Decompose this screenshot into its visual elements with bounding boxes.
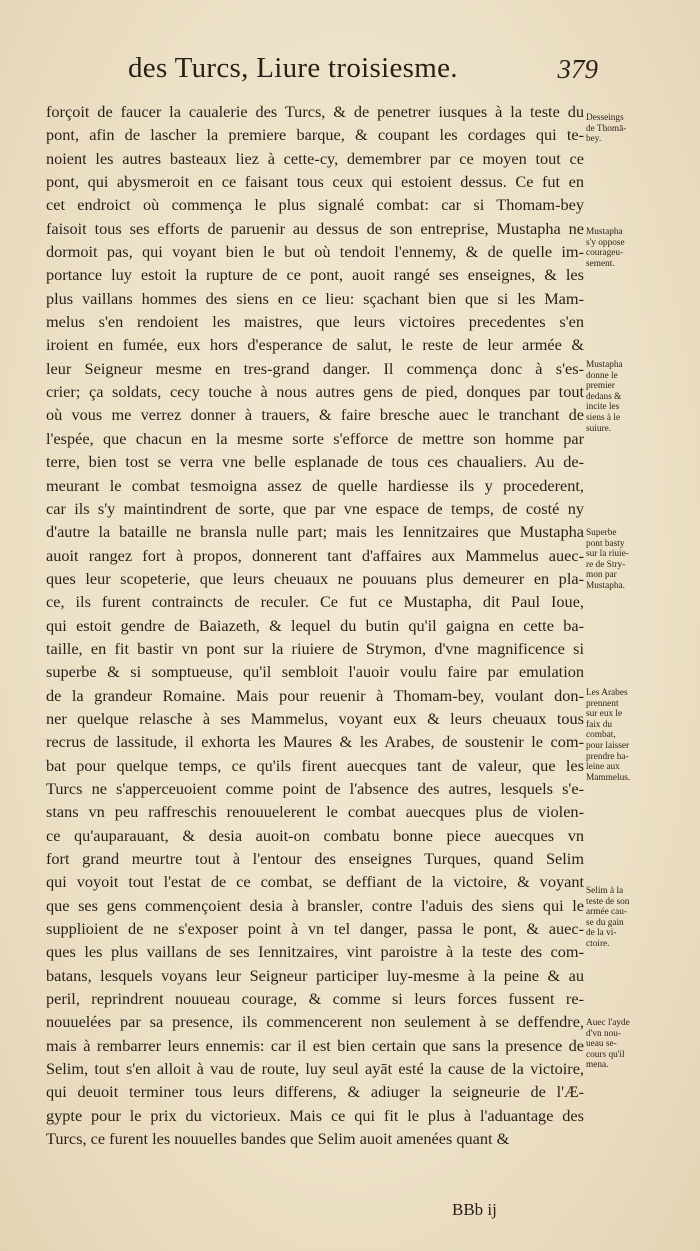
marginal-note-line: sur la riuie- bbox=[586, 549, 629, 560]
marginal-note-line: suiure. bbox=[586, 423, 612, 434]
marginal-note-line: prennent bbox=[586, 698, 619, 709]
text-line: iroient en fumée, eux hors d'esperance de salut, le reste de leur armée & bbox=[46, 335, 584, 355]
marginal-note-line: incite les bbox=[586, 402, 620, 413]
text-line: noient les autres basteaux liez à cette-cy, demembrer par ce moyen tout ce bbox=[46, 148, 584, 168]
marginal-note-line: Auec l'ayde bbox=[586, 1018, 630, 1028]
text-line: cet endroict où commença le plus signalé combat: car si Thomam-bey bbox=[46, 195, 584, 215]
text-line: plus vaillans hommes des siens en ce lieu: sçachant bien que si les Mam- bbox=[46, 288, 584, 308]
text-line: où vous me verrez donner à trauers, & faire bresche auec le tranchant de bbox=[46, 405, 584, 425]
text-line: crier; ça soldats, cecy touche à nous autres gens de pied, donques par tout bbox=[46, 382, 584, 402]
text-line: melus s'en rendoient les maistres, que leurs victoires precedentes s'en bbox=[46, 312, 584, 332]
text-line: recrus de lassitude, il exhorta les Maures & les Arabes, de soustenir le com- bbox=[46, 732, 584, 752]
marginal-note-line: mena. bbox=[586, 1060, 609, 1071]
text-line: fort grand meurtre tout à l'entour des enseignes Turques, quand Selim bbox=[46, 849, 584, 868]
text-line: leur Seigneur mesme en tres-grand danger. Il commença donc à s'es- bbox=[46, 358, 584, 378]
text-line: que ses gens commençoient desia à bransler, contre l'aduis des siens qui le bbox=[46, 895, 584, 915]
marginal-note-line: Selim à la bbox=[586, 886, 624, 896]
marginal-note-line: Desseings bbox=[586, 113, 624, 123]
marginal-note-line: Mustapha bbox=[586, 227, 623, 237]
marginal-note-line: mon par bbox=[586, 570, 617, 581]
marginal-note-line: Mammelus. bbox=[586, 772, 631, 783]
text-line: gypte pour le prix du victorieux. Mais ce qui fit le plus à l'aduantage des bbox=[46, 1105, 584, 1125]
text-line: qui estoit gendre de Baiazeth, & lequel du butin qu'il gaigna en cette ba- bbox=[46, 615, 584, 635]
marginal-note-line: dedans & bbox=[586, 391, 622, 402]
marginal-note-line: pont basty bbox=[586, 538, 625, 549]
marginal-note-line: ctoire. bbox=[586, 938, 610, 949]
text-line: supplioient de ne s'exposer point à vn tel danger, passa le pont, & auec- bbox=[46, 919, 584, 939]
marginal-note-line: d'vn nou- bbox=[586, 1028, 621, 1039]
text-line: qui deuoit terminer tous leurs differens, & adiuger la seigneurie de l'Æ- bbox=[46, 1082, 584, 1102]
marginal-note-line: teste de son bbox=[586, 896, 630, 907]
text-line: batans, lesquels voyans leur Seigneur participer luy-mesme à la peine & au bbox=[46, 965, 584, 985]
text-line: peril, reprindrent nouueau courage, & comme si leurs forces fussent re- bbox=[46, 989, 584, 1009]
marginal-note bbox=[586, 688, 676, 783]
text-line: car ils s'y maintindrent de sorte, que par vne espace de temps, de costé ny bbox=[46, 498, 584, 518]
text-line: l'espée, que chacun en la mesme sorte s'efforce de mettre son homme par bbox=[46, 428, 584, 448]
text-line: mais à rembarrer leurs ennemis: car il est bien certain que sans la presence de bbox=[46, 1035, 584, 1055]
body-text bbox=[46, 100, 584, 1150]
marginal-note-line: se du gain bbox=[586, 917, 624, 928]
text-line: Selim, tout s'en alloit à vau de route, luy seul ayāt esté la cause de la victoire, bbox=[46, 1059, 584, 1079]
text-line: terre, bien tost se verra vne belle esplanade de tous ces chaualiers. Au de- bbox=[46, 452, 584, 472]
text-line: ce qu'auparauant, & desia auoit-on combatu bonne piece auecques vn bbox=[46, 825, 584, 845]
running-title: des Turcs, Liure troisiesme. bbox=[128, 52, 458, 84]
marginal-note-line: leine aux bbox=[586, 762, 620, 773]
text-line: pont, qui abysmeroit en ce faisant tous ceux qui estoient dessus. Ce fut en bbox=[46, 172, 584, 192]
marginal-note-line: combat, bbox=[586, 730, 616, 741]
text-line: ques les plus vaillans de ses Iennitzaires, vint paroistre à la teste des com- bbox=[46, 942, 584, 962]
marginal-note-line: siens à le bbox=[586, 412, 621, 423]
marginal-note bbox=[586, 113, 676, 145]
marginal-note bbox=[586, 528, 676, 592]
text-line: d'autre la bataille ne bransla nulle part; mais les Iennitzaires que Mustapha bbox=[46, 522, 584, 542]
text-line: superbe & si somptueuse, qu'il sembloit l'auoir voulu faire par emulation bbox=[46, 662, 584, 682]
text-line: meurant le combat tesmoigna assez de quelle hardiesse ils y procederent, bbox=[46, 475, 584, 495]
text-line: ce, ils furent contraincts de reculer. Ce fut ce Mustapha, dit Paul Ioue, bbox=[46, 592, 584, 612]
marginal-note-line: cours qu'il bbox=[586, 1049, 625, 1060]
text-line: pont, afin de lascher la premiere barque, & coupant les cordages qui te- bbox=[46, 125, 584, 145]
marginal-note bbox=[586, 227, 676, 269]
text-line: bat pour quelque temps, ce qu'ils firent auecques tant de valeur, que les bbox=[46, 755, 584, 775]
text-line: de la grandeur Romaine. Mais pour reuenir à Thomam-bey, voulant don- bbox=[46, 685, 584, 705]
text-line: auoit rangez fort à propos, donnerent tant d'affaires aux Mammelus auec- bbox=[46, 545, 584, 565]
marginal-note-line: Les Arabes bbox=[586, 688, 628, 698]
marginal-note-line: sement. bbox=[586, 258, 615, 269]
marginal-note-line: ueau se- bbox=[586, 1039, 617, 1050]
text-line: taille, en fit bastir vn pont sur la riuiere de Strymon, d'vne magnificence si bbox=[46, 638, 584, 658]
text-line: faisoit tous ses efforts de paruenir au dessus de son entreprise, Mustapha ne bbox=[46, 218, 584, 238]
marginal-note-line: faix du bbox=[586, 719, 613, 730]
marginal-note bbox=[586, 1018, 676, 1071]
text-line: ques leur scopeterie, que leurs cheuaux ne pouuans plus demeurer en pla- bbox=[46, 568, 584, 588]
marginal-note-line: Mustapha bbox=[586, 360, 623, 370]
marginal-note-line: de la vi- bbox=[586, 928, 617, 939]
marginal-note-line: premier bbox=[586, 381, 615, 392]
marginal-note bbox=[586, 886, 676, 950]
marginal-note bbox=[586, 360, 676, 434]
marginal-note-line: prendre ha- bbox=[586, 751, 629, 762]
marginal-note-line: s'y oppose bbox=[586, 237, 625, 248]
marginal-note-line: re de Stry- bbox=[586, 559, 626, 570]
text-line: stans vn peu raffreschis renouuelerent le combat auecques plus de violen- bbox=[46, 802, 584, 822]
marginal-note-line: sur eux le bbox=[586, 709, 623, 720]
text-line: qui voyoit tout l'estat de ce combat, se deffiant de la victoire, & voyant bbox=[46, 872, 584, 892]
text-line: nouuelées par sa presence, ils commencerent non seulement à se deffendre, bbox=[46, 1012, 584, 1032]
text-line: forçoit de faucer la caualerie des Turcs, & de penetrer iusques à la teste du bbox=[46, 102, 584, 121]
page-number: 379 bbox=[557, 54, 598, 84]
marginal-note-line: courageu- bbox=[586, 248, 624, 259]
text-line: dormoit pas, qui voyant bien le but où tendoit l'ennemy, & de quelle im- bbox=[46, 242, 584, 262]
signature-mark: BBb ij bbox=[452, 1200, 497, 1219]
marginal-note-line: pour laisser bbox=[586, 740, 630, 751]
marginal-note-line: armée cau- bbox=[586, 907, 628, 918]
marginal-note-line: de Thomā- bbox=[586, 123, 627, 134]
marginal-note-line: Mustapha. bbox=[586, 580, 625, 591]
marginal-note-line: donne le bbox=[586, 370, 618, 381]
text-line: portance luy estoit la rupture de ce pont, auoit rangé ses enseignes, & les bbox=[46, 265, 584, 285]
text-line: ner quelque relasche à ses Mammelus, voyant eux & leurs cheuaux tous bbox=[46, 708, 584, 728]
page-header bbox=[128, 52, 598, 92]
text-line: Turcs ne s'apperceuoient comme point de l'absence des autres, lesquels s'e- bbox=[46, 778, 584, 798]
marginal-note-line: Superbe bbox=[586, 528, 617, 538]
marginal-note-line: bey. bbox=[586, 134, 602, 145]
text-line: Turcs, ce furent les nouuelles bandes que Selim auoit amenées quant & bbox=[46, 1129, 510, 1149]
